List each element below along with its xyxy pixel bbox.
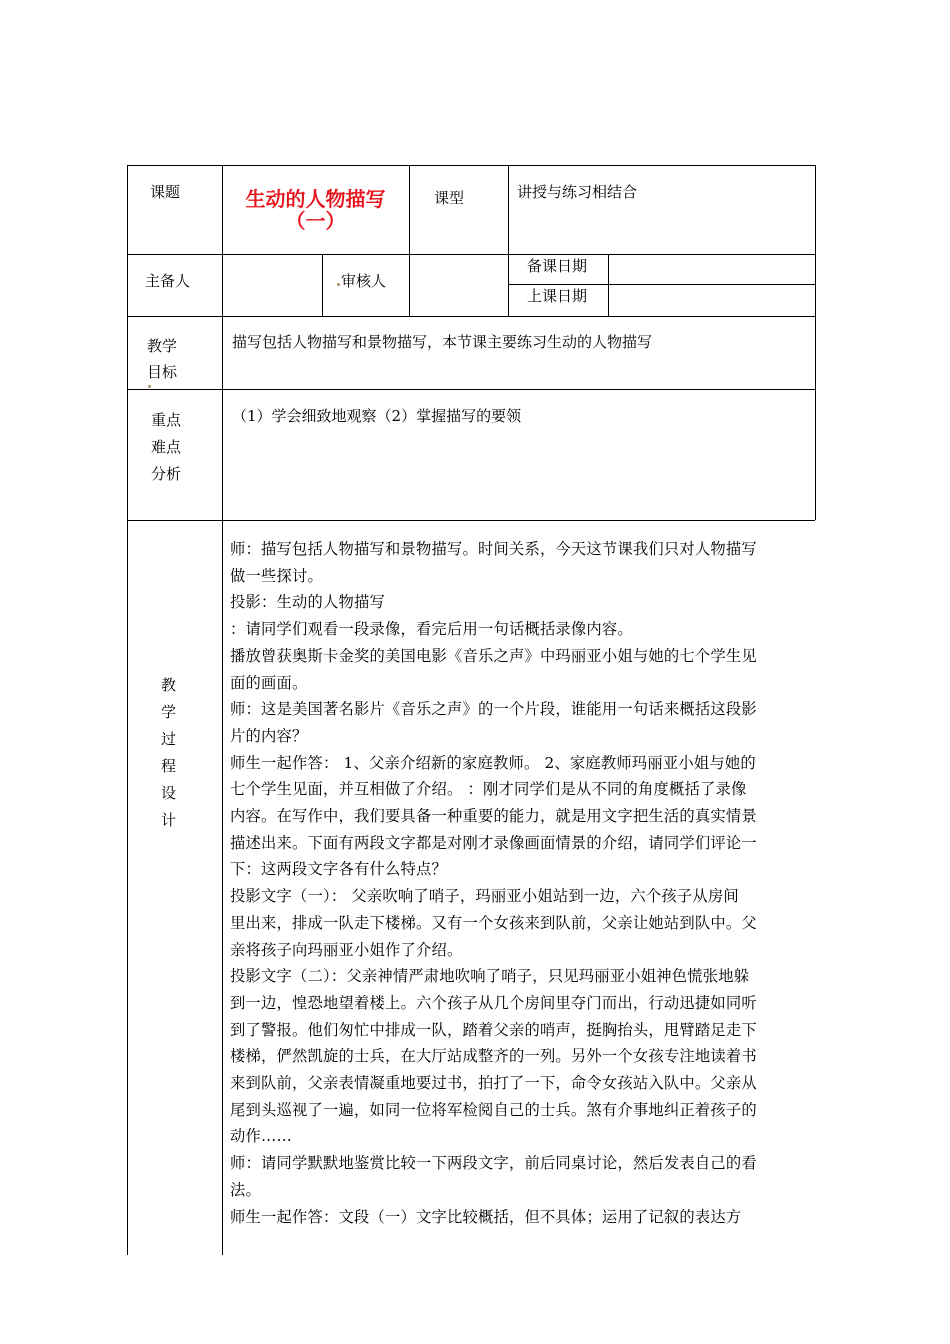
content-line: 投影文字（二）：父亲神情严肃地吹响了哨子，只见玛丽亚小姐神色慌张地躲	[230, 967, 750, 986]
label-lesson-type: 课型	[434, 189, 465, 207]
label-reviewer	[336, 271, 386, 291]
key-points-content: （1）学会细致地观察（2）掌握描写的要领	[232, 407, 522, 425]
content-line: 面的画面。	[230, 673, 308, 692]
content-line: ：请同学们观看一段录像，看完后用一句话概括录像内容。	[230, 620, 633, 639]
teaching-goal-content: 描写包括人物描写和景物描写，本节课主要练习生动的人物描写	[232, 333, 653, 351]
content-line: 片的内容？	[230, 726, 308, 745]
label-part: 过	[161, 730, 177, 748]
content-line: 七个学生见面，并互相做了介绍。 ：刚才同学们是从不同的角度概括了录像	[230, 780, 747, 799]
label-part: 程	[161, 757, 177, 775]
lesson-title-line1: 生动的人物描写	[245, 187, 386, 211]
label-process-design	[161, 672, 176, 834]
content-line: 师生一起作答：文段（一）文字比较概括，但不具体；运用了记叙的表达方	[230, 1207, 742, 1226]
label-class-date: 上课日期	[527, 287, 588, 305]
table-border-left	[127, 165, 128, 1255]
label-part: 分析	[151, 465, 182, 483]
row-divider	[127, 316, 815, 317]
content-line: 做一些探讨。	[230, 566, 323, 585]
lesson-type-value: 讲授与练习相结合	[517, 183, 638, 201]
label-part: 设	[161, 784, 177, 802]
label-part: 重点	[151, 411, 182, 429]
content-line: 到了警报。他们匆忙中排成一队，踏着父亲的哨声，挺胸抬头，甩臂踏足走下	[230, 1020, 757, 1039]
column-divider	[222, 165, 223, 1255]
column-divider	[322, 254, 323, 316]
lesson-title-line2: （一）	[285, 209, 346, 233]
content-line: 投影文字（一）： 父亲吹响了哨子，玛丽亚小姐站到一边，六个孩子从房间	[230, 887, 739, 906]
decorative-dot	[337, 283, 340, 286]
label-reviewer-text: 审核人	[341, 272, 387, 290]
table-border-right	[815, 165, 816, 520]
label-part	[147, 359, 177, 388]
label-preparer: 主备人	[145, 272, 191, 290]
content-line: 下：这两段文字各有什么特点？	[230, 860, 447, 879]
content-line: 师：这是美国著名影片《音乐之声》的一个片段，谁能用一句话来概括这段影	[230, 700, 757, 719]
row-divider	[127, 389, 815, 390]
label-part: 教	[161, 676, 177, 694]
content-line: 投影：生动的人物描写	[230, 593, 385, 612]
preparer-value	[222, 255, 322, 315]
reviewer-value	[409, 255, 508, 315]
label-part: 学	[161, 703, 177, 721]
content-line: 尾到头巡视了一遍，如同一位将军检阅自己的士兵。煞有介事地纠正着孩子的	[230, 1100, 757, 1119]
decorative-dot	[148, 385, 151, 388]
label-part: 教学	[147, 337, 178, 355]
content-line: 描述出来。下面有两段文字都是对刚才录像画面情景的介绍，请同学们评论一	[230, 833, 757, 852]
content-line: 法。	[230, 1180, 261, 1199]
content-line: 亲将孩子向玛丽亚小姐作了介绍。	[230, 940, 463, 959]
row-divider	[508, 284, 815, 285]
content-line: 动作……	[230, 1127, 292, 1146]
content-line: 里出来，排成一队走下楼梯。又有一个女孩来到队前，父亲让她站到队中。父	[230, 913, 757, 932]
label-part: 难点	[151, 438, 182, 456]
content-line: 师：请同学默默地鉴赏比较一下两段文字，前后同桌讨论，然后发表自己的看	[230, 1154, 757, 1173]
row-divider	[127, 520, 815, 521]
label-part-text: 目标	[147, 363, 178, 381]
label-prep-date: 备课日期	[527, 257, 588, 275]
label-part: 计	[161, 811, 177, 829]
column-divider	[608, 254, 609, 316]
label-key-points	[151, 407, 181, 488]
label-teaching-goal	[147, 333, 177, 388]
content-line: 内容。在写作中，我们要具备一种重要的能力，就是用文字把生活的真实情景	[230, 807, 757, 826]
label-topic: 课题	[150, 183, 181, 201]
content-line: 楼梯，俨然凯旋的士兵，在大厅站成整齐的一列。另外一个女孩专注地读着书	[230, 1047, 757, 1066]
column-divider	[508, 165, 509, 316]
content-line: 师生一起作答： 1、父亲介绍新的家庭教师。 2、家庭教师玛丽亚小姐与她的	[230, 753, 756, 772]
table-border-top	[127, 165, 815, 166]
process-content	[230, 536, 814, 1230]
content-line: 来到队前，父亲表情凝重地要过书，拍打了一下，命令女孩站入队中。父亲从	[230, 1074, 757, 1093]
lesson-title	[222, 188, 409, 232]
content-line: 到一边，惶恐地望着楼上。六个孩子从几个房间里夺门而出，行动迅捷如同听	[230, 993, 757, 1012]
content-line: 播放曾获奥斯卡金奖的美国电影《音乐之声》中玛丽亚小姐与她的七个学生见	[230, 646, 757, 665]
content-line: 师：描写包括人物描写和景物描写。时间关系，今天这节课我们只对人物描写	[230, 540, 757, 558]
